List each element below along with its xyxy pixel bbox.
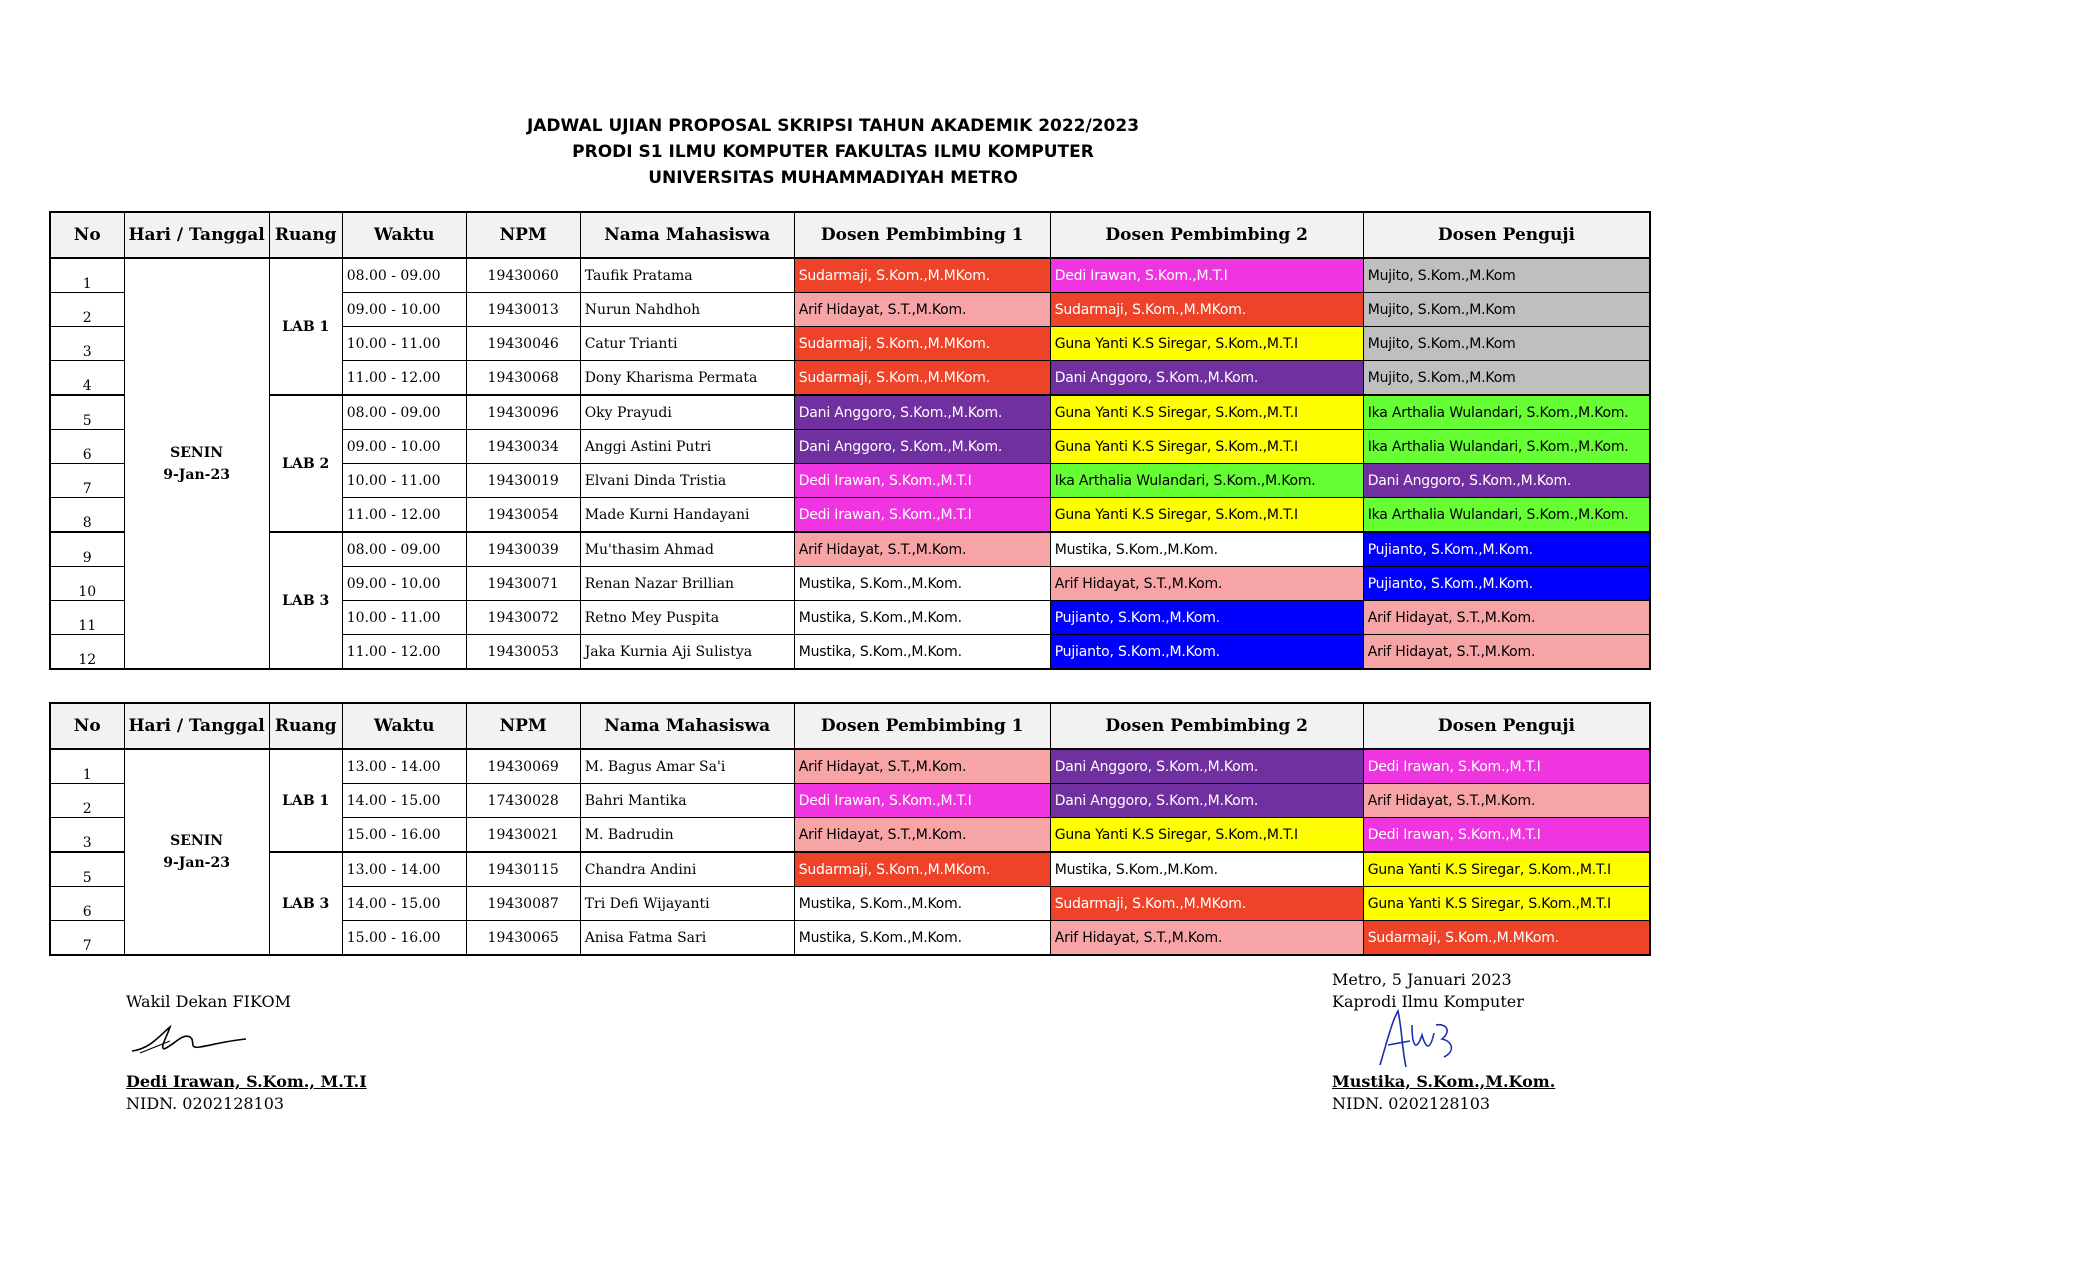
- supervisor-2-cell: Guna Yanti K.S Siregar, S.Kom.,M.T.I: [1050, 327, 1363, 361]
- student-npm: 19430039: [466, 532, 580, 567]
- supervisor-1-cell: Dedi Irawan, S.Kom.,M.T.I: [794, 498, 1050, 533]
- column-header-no: No: [50, 703, 124, 749]
- handwritten-signature-icon: [1372, 1005, 1482, 1077]
- signature-image: [1332, 1013, 1555, 1071]
- supervisor-2-cell: Pujianto, S.Kom.,M.Kom.: [1050, 635, 1363, 670]
- column-header-room: Ruang: [269, 703, 342, 749]
- row-number: 12: [50, 635, 124, 670]
- row-number: 5: [50, 395, 124, 430]
- column-header-room: Ruang: [269, 212, 342, 258]
- schedule-table-morning: [49, 211, 1651, 670]
- student-name: Oky Prayudi: [580, 395, 794, 430]
- student-name: Dony Kharisma Permata: [580, 361, 794, 396]
- column-header-time: Waktu: [342, 212, 466, 258]
- student-name: Jaka Kurnia Aji Sulistya: [580, 635, 794, 670]
- column-header-examiner: Dosen Penguji: [1363, 703, 1650, 749]
- table-row: [50, 852, 1650, 887]
- schedule-table-afternoon: [49, 702, 1651, 956]
- handwritten-signature-icon: [130, 1021, 260, 1061]
- time-slot: 15.00 - 16.00: [342, 818, 466, 853]
- supervisor-2-cell: Ika Arthalia Wulandari, S.Kom.,M.Kom.: [1050, 464, 1363, 498]
- table-row: [50, 532, 1650, 567]
- supervisor-2-cell: Arif Hidayat, S.T.,M.Kom.: [1050, 567, 1363, 601]
- day-date-cell: [124, 258, 269, 669]
- student-npm: 19430019: [466, 464, 580, 498]
- examiner-cell: Pujianto, S.Kom.,M.Kom.: [1363, 532, 1650, 567]
- student-npm: 19430096: [466, 395, 580, 430]
- student-name: M. Bagus Amar Sa'i: [580, 749, 794, 784]
- column-header-day-date: Hari / Tanggal: [124, 703, 269, 749]
- supervisor-1-cell: Arif Hidayat, S.T.,M.Kom.: [794, 818, 1050, 853]
- supervisor-1-cell: Dani Anggoro, S.Kom.,M.Kom.: [794, 430, 1050, 464]
- title-line-1: JADWAL UJIAN PROPOSAL SKRIPSI TAHUN AKADEMIK 2022/2023: [526, 116, 1140, 136]
- student-name: Taufik Pratama: [580, 258, 794, 293]
- time-slot: 08.00 - 09.00: [342, 395, 466, 430]
- exam-date: 9-Jan-23: [163, 855, 230, 871]
- student-npm: 19430069: [466, 749, 580, 784]
- student-name: Elvani Dinda Tristia: [580, 464, 794, 498]
- supervisor-1-cell: Mustika, S.Kom.,M.Kom.: [794, 921, 1050, 956]
- column-header-time: Waktu: [342, 703, 466, 749]
- row-number: 8: [50, 498, 124, 533]
- column-header-npm: NPM: [466, 703, 580, 749]
- time-slot: 10.00 - 11.00: [342, 601, 466, 635]
- time-slot: 13.00 - 14.00: [342, 749, 466, 784]
- row-number: 7: [50, 464, 124, 498]
- supervisor-2-cell: Sudarmaji, S.Kom.,M.MKom.: [1050, 293, 1363, 327]
- table-header-row: [50, 703, 1650, 749]
- room-cell: LAB 3: [269, 852, 342, 955]
- supervisor-2-cell: Mustika, S.Kom.,M.Kom.: [1050, 852, 1363, 887]
- supervisor-2-cell: Pujianto, S.Kom.,M.Kom.: [1050, 601, 1363, 635]
- row-number: 5: [50, 852, 124, 887]
- student-npm: 19430046: [466, 327, 580, 361]
- student-npm: 19430060: [466, 258, 580, 293]
- day-date-cell: [124, 749, 269, 955]
- time-slot: 09.00 - 10.00: [342, 293, 466, 327]
- supervisor-2-cell: Dani Anggoro, S.Kom.,M.Kom.: [1050, 784, 1363, 818]
- column-header-examiner: Dosen Penguji: [1363, 212, 1650, 258]
- student-npm: 19430021: [466, 818, 580, 853]
- supervisor-2-cell: Guna Yanti K.S Siregar, S.Kom.,M.T.I: [1050, 430, 1363, 464]
- table-row: [50, 258, 1650, 293]
- row-number: 4: [50, 361, 124, 396]
- examiner-cell: Arif Hidayat, S.T.,M.Kom.: [1363, 601, 1650, 635]
- student-npm: 19430072: [466, 601, 580, 635]
- room-cell: LAB 1: [269, 258, 342, 395]
- row-number: 10: [50, 567, 124, 601]
- student-npm: 19430065: [466, 921, 580, 956]
- supervisor-1-cell: Mustika, S.Kom.,M.Kom.: [794, 887, 1050, 921]
- student-npm: 19430053: [466, 635, 580, 670]
- supervisor-2-cell: Dani Anggoro, S.Kom.,M.Kom.: [1050, 749, 1363, 784]
- supervisor-2-cell: Arif Hidayat, S.T.,M.Kom.: [1050, 921, 1363, 956]
- student-name: Nurun Nahdhoh: [580, 293, 794, 327]
- time-slot: 08.00 - 09.00: [342, 532, 466, 567]
- row-number: 2: [50, 293, 124, 327]
- student-npm: 19430013: [466, 293, 580, 327]
- time-slot: 10.00 - 11.00: [342, 464, 466, 498]
- time-slot: 09.00 - 10.00: [342, 430, 466, 464]
- row-number: 9: [50, 532, 124, 567]
- time-slot: 11.00 - 12.00: [342, 361, 466, 396]
- examiner-cell: Guna Yanti K.S Siregar, S.Kom.,M.T.I: [1363, 852, 1650, 887]
- row-number: 6: [50, 887, 124, 921]
- supervisor-1-cell: Dedi Irawan, S.Kom.,M.T.I: [794, 464, 1050, 498]
- student-name: M. Badrudin: [580, 818, 794, 853]
- examiner-cell: Pujianto, S.Kom.,M.Kom.: [1363, 567, 1650, 601]
- supervisor-1-cell: Sudarmaji, S.Kom.,M.MKom.: [794, 361, 1050, 396]
- supervisor-1-cell: Sudarmaji, S.Kom.,M.MKom.: [794, 258, 1050, 293]
- supervisor-2-cell: Dani Anggoro, S.Kom.,M.Kom.: [1050, 361, 1363, 396]
- column-header-no: No: [50, 212, 124, 258]
- student-npm: 17430028: [466, 784, 580, 818]
- student-name: Catur Trianti: [580, 327, 794, 361]
- signer-role: Wakil Dekan FIKOM: [126, 992, 291, 1011]
- time-slot: 15.00 - 16.00: [342, 921, 466, 956]
- signature-block-right: [1332, 969, 1555, 1115]
- column-header-day-date: Hari / Tanggal: [124, 212, 269, 258]
- row-number: 1: [50, 749, 124, 784]
- supervisor-2-cell: Guna Yanti K.S Siregar, S.Kom.,M.T.I: [1050, 818, 1363, 853]
- student-name: Mu'thasim Ahmad: [580, 532, 794, 567]
- student-npm: 19430034: [466, 430, 580, 464]
- column-header-supervisor-2: Dosen Pembimbing 2: [1050, 703, 1363, 749]
- examiner-cell: Dani Anggoro, S.Kom.,M.Kom.: [1363, 464, 1650, 498]
- column-header-supervisor-1: Dosen Pembimbing 1: [794, 703, 1050, 749]
- supervisor-1-cell: Dani Anggoro, S.Kom.,M.Kom.: [794, 395, 1050, 430]
- column-header-npm: NPM: [466, 212, 580, 258]
- table-row: [50, 749, 1650, 784]
- supervisor-1-cell: Sudarmaji, S.Kom.,M.MKom.: [794, 852, 1050, 887]
- table-header-row: [50, 212, 1650, 258]
- student-name: Chandra Andini: [580, 852, 794, 887]
- time-slot: 13.00 - 14.00: [342, 852, 466, 887]
- supervisor-1-cell: Mustika, S.Kom.,M.Kom.: [794, 635, 1050, 670]
- time-slot: 11.00 - 12.00: [342, 498, 466, 533]
- examiner-cell: Mujito, S.Kom.,M.Kom: [1363, 327, 1650, 361]
- examiner-cell: Arif Hidayat, S.T.,M.Kom.: [1363, 635, 1650, 670]
- time-slot: 14.00 - 15.00: [342, 887, 466, 921]
- student-name: Anisa Fatma Sari: [580, 921, 794, 956]
- table-row: [50, 395, 1650, 430]
- title-line-2: PRODI S1 ILMU KOMPUTER FAKULTAS ILMU KOMPUTER: [572, 142, 1094, 162]
- time-slot: 11.00 - 12.00: [342, 635, 466, 670]
- signature-image: [126, 1013, 367, 1071]
- column-header-student-name: Nama Mahasiswa: [580, 703, 794, 749]
- examiner-cell: Dedi Irawan, S.Kom.,M.T.I: [1363, 818, 1650, 853]
- signer-name: Mustika, S.Kom.,M.Kom.: [1332, 1072, 1556, 1091]
- student-name: Anggi Astini Putri: [580, 430, 794, 464]
- supervisor-1-cell: Arif Hidayat, S.T.,M.Kom.: [794, 293, 1050, 327]
- supervisor-2-cell: Mustika, S.Kom.,M.Kom.: [1050, 532, 1363, 567]
- student-npm: 19430087: [466, 887, 580, 921]
- examiner-cell: Ika Arthalia Wulandari, S.Kom.,M.Kom.: [1363, 498, 1650, 533]
- student-name: Bahri Mantika: [580, 784, 794, 818]
- examiner-cell: Arif Hidayat, S.T.,M.Kom.: [1363, 784, 1650, 818]
- column-header-supervisor-2: Dosen Pembimbing 2: [1050, 212, 1363, 258]
- room-cell: LAB 1: [269, 749, 342, 852]
- student-npm: 19430115: [466, 852, 580, 887]
- title-line-3: UNIVERSITAS MUHAMMADIYAH METRO: [648, 168, 1018, 188]
- student-npm: 19430068: [466, 361, 580, 396]
- place-date: Metro, 5 Januari 2023: [1332, 970, 1512, 989]
- supervisor-2-cell: Guna Yanti K.S Siregar, S.Kom.,M.T.I: [1050, 395, 1363, 430]
- exam-date: 9-Jan-23: [163, 466, 230, 483]
- student-name: Retno Mey Puspita: [580, 601, 794, 635]
- supervisor-1-cell: Arif Hidayat, S.T.,M.Kom.: [794, 532, 1050, 567]
- day-name: SENIN: [170, 444, 224, 461]
- row-number: 11: [50, 601, 124, 635]
- day-name: SENIN: [170, 833, 224, 849]
- room-cell: LAB 3: [269, 532, 342, 669]
- student-name: Renan Nazar Brillian: [580, 567, 794, 601]
- row-number: 3: [50, 818, 124, 853]
- time-slot: 08.00 - 09.00: [342, 258, 466, 293]
- supervisor-1-cell: Dedi Irawan, S.Kom.,M.T.I: [794, 784, 1050, 818]
- time-slot: 10.00 - 11.00: [342, 327, 466, 361]
- row-number: 3: [50, 327, 124, 361]
- supervisor-2-cell: Dedi Irawan, S.Kom.,M.T.I: [1050, 258, 1363, 293]
- supervisor-1-cell: Sudarmaji, S.Kom.,M.MKom.: [794, 327, 1050, 361]
- supervisor-2-cell: Sudarmaji, S.Kom.,M.MKom.: [1050, 887, 1363, 921]
- signer-nidn: NIDN. 0202128103: [126, 1094, 285, 1113]
- examiner-cell: Dedi Irawan, S.Kom.,M.T.I: [1363, 749, 1650, 784]
- student-name: Made Kurni Handayani: [580, 498, 794, 533]
- examiner-cell: Sudarmaji, S.Kom.,M.MKom.: [1363, 921, 1650, 956]
- row-number: 6: [50, 430, 124, 464]
- examiner-cell: Ika Arthalia Wulandari, S.Kom.,M.Kom.: [1363, 395, 1650, 430]
- student-name: Tri Defi Wijayanti: [580, 887, 794, 921]
- row-number: 1: [50, 258, 124, 293]
- examiner-cell: Ika Arthalia Wulandari, S.Kom.,M.Kom.: [1363, 430, 1650, 464]
- supervisor-1-cell: Arif Hidayat, S.T.,M.Kom.: [794, 749, 1050, 784]
- time-slot: 14.00 - 15.00: [342, 784, 466, 818]
- supervisor-1-cell: Mustika, S.Kom.,M.Kom.: [794, 567, 1050, 601]
- student-npm: 19430071: [466, 567, 580, 601]
- row-number: 2: [50, 784, 124, 818]
- examiner-cell: Mujito, S.Kom.,M.Kom: [1363, 258, 1650, 293]
- examiner-cell: Guna Yanti K.S Siregar, S.Kom.,M.T.I: [1363, 887, 1650, 921]
- signer-name: Dedi Irawan, S.Kom., M.T.I: [126, 1072, 367, 1091]
- row-number: 7: [50, 921, 124, 956]
- signer-nidn: NIDN. 0202128103: [1332, 1094, 1491, 1113]
- examiner-cell: Mujito, S.Kom.,M.Kom: [1363, 293, 1650, 327]
- examiner-cell: Mujito, S.Kom.,M.Kom: [1363, 361, 1650, 396]
- supervisor-1-cell: Mustika, S.Kom.,M.Kom.: [794, 601, 1050, 635]
- supervisor-2-cell: Guna Yanti K.S Siregar, S.Kom.,M.T.I: [1050, 498, 1363, 533]
- column-header-student-name: Nama Mahasiswa: [580, 212, 794, 258]
- time-slot: 09.00 - 10.00: [342, 567, 466, 601]
- room-cell: LAB 2: [269, 395, 342, 532]
- signer-role: Kaprodi Ilmu Komputer: [1332, 992, 1524, 1011]
- column-header-supervisor-1: Dosen Pembimbing 1: [794, 212, 1050, 258]
- document-title: [49, 113, 1617, 191]
- signature-block-left: [126, 991, 367, 1115]
- student-npm: 19430054: [466, 498, 580, 533]
